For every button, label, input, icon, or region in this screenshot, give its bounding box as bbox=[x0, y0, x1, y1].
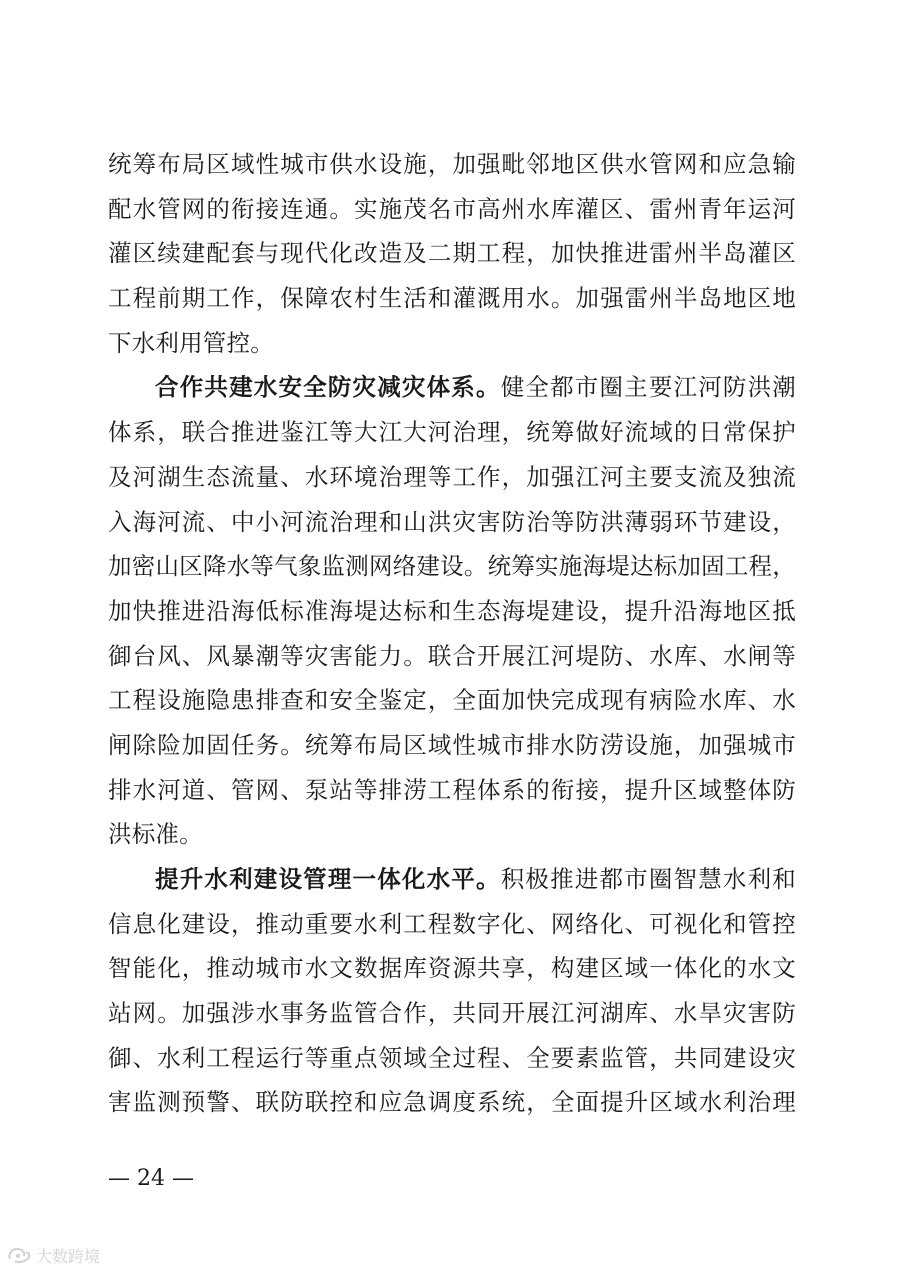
text-line: 御台风、风暴潮等灾害能力。联合开展江河堤防、水库、水闸等 bbox=[108, 641, 796, 670]
text-line: 配水管网的衔接连通。实施茂名市高州水库灌区、雷州青年运河 bbox=[108, 194, 796, 223]
text-line: 加密山区降水等气象监测网络建设。统筹实施海堤达标加固工程， bbox=[108, 552, 796, 581]
page-number: — 24 — bbox=[108, 1166, 194, 1191]
text-line: 体系，联合推进鉴江等大江大河治理，统筹做好流域的日常保护 bbox=[108, 418, 796, 447]
paragraph-first-line bbox=[108, 365, 796, 410]
text-line: 信息化建设，推动重要水利工程数字化、网络化、可视化和管控 bbox=[108, 909, 796, 938]
text-line: 排水河道、管网、泵站等排涝工程体系的衔接，提升区域整体防 bbox=[108, 775, 796, 804]
body-text bbox=[108, 142, 796, 1125]
text-span: 积极推进都市圈智慧水利和 bbox=[500, 865, 796, 893]
section-heading: 提升水利建设管理一体化水平。 bbox=[155, 865, 501, 893]
text-line: 统筹布局区域性城市供水设施，加强毗邻地区供水管网和应急输 bbox=[108, 150, 796, 178]
text-line: 智能化，推动城市水文数据库资源共享，构建区域一体化的水文 bbox=[108, 954, 796, 983]
text-line: 工程前期工作，保障农村生活和灌溉用水。加强雷州半岛地区地 bbox=[108, 284, 796, 313]
text-line: 灌区续建配套与现代化改造及二期工程，加快推进雷州半岛灌区 bbox=[108, 239, 796, 268]
text-line: 加快推进沿海低标准海堤达标和生态海堤建设，提升沿海地区抵 bbox=[108, 596, 796, 625]
text-line: 工程设施隐患排查和安全鉴定，全面加快完成现有病险水库、水 bbox=[108, 686, 796, 715]
logo-icon bbox=[6, 1245, 32, 1265]
text-line: 下水利用管控。 bbox=[108, 328, 274, 357]
section-heading: 合作共建水安全防灾减灾体系。 bbox=[155, 373, 501, 402]
text-line: 入海河流、中小河流治理和山洪灾害防治等防洪薄弱环节建设， bbox=[108, 507, 796, 536]
text-line: 洪标准。 bbox=[108, 820, 203, 849]
watermark-text: 大数跨境 bbox=[36, 1246, 101, 1266]
text-line: 害监测预警、联防联控和应急调度系统，全面提升区域水利治理 bbox=[108, 1088, 796, 1117]
text-line: 御、水利工程运行等重点领域全过程、全要素监管，共同建设灾 bbox=[108, 1043, 796, 1072]
text-span: 健全都市圈主要江河防洪潮 bbox=[500, 373, 796, 402]
text-line: 站网。加强涉水事务监管合作，共同开展江河湖库、水旱灾害防 bbox=[108, 999, 796, 1028]
text-line: 及河湖生态流量、水环境治理等工作，加强江河主要支流及独流 bbox=[108, 462, 796, 491]
paragraph-first-line bbox=[108, 857, 796, 902]
text-line: 闸除险加固任务。统筹布局区域性城市排水防涝设施，加强城市 bbox=[108, 730, 796, 759]
watermark bbox=[6, 1240, 100, 1270]
